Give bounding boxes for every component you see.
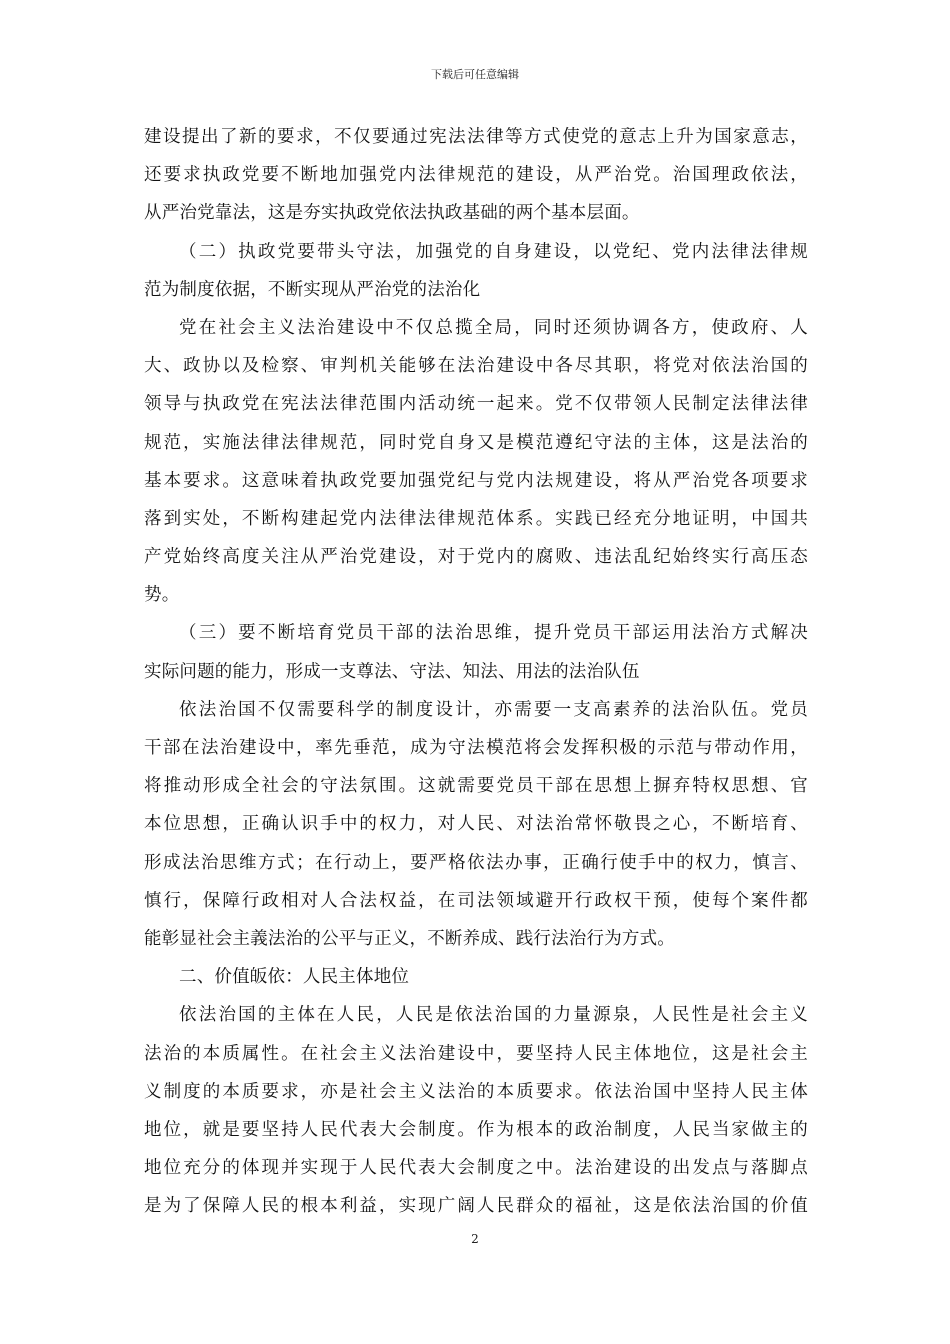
paragraph bbox=[144, 233, 808, 309]
text-line: 义制度的本质要求，亦是社会主义法治的本质要求。依法治国中坚持人民主体 bbox=[144, 1081, 808, 1102]
text-line: （三）要不断培育党员干部的法治思维，提升党员干部运用法治方式解决 bbox=[179, 623, 808, 644]
text-line: 形成法治思维方式；在行动上，要严格依法办事，正确行使手中的权力，慎言、 bbox=[144, 852, 808, 873]
text-line: 党在社会主义法治建设中不仅总揽全局，同时还须协调各方，使政府、人 bbox=[179, 317, 808, 338]
text-line: 将推动形成全社会的守法氛围。这就需要党员干部在思想上摒弃特权思想、官 bbox=[144, 776, 808, 797]
text-line: 是为了保障人民的根本利益，实现广阔人民群众的福祉，这是依法治国的价值 bbox=[144, 1196, 808, 1217]
paragraph bbox=[144, 309, 808, 615]
text-line: 法治的本质属性。在社会主义法治建设中，要坚持人民主体地位，这是社会主 bbox=[144, 1043, 808, 1064]
text-line: 落到实处，不断构建起党内法律法律规范体系。实践已经充分地证明，中国共 bbox=[144, 508, 808, 529]
text-line: 实际问题的能力，形成一支尊法、守法、知法、用法的法治队伍 bbox=[144, 661, 640, 682]
text-line: 基本要求。这意味着执政党要加强党纪与党内法规建设，将从严治党各项要求 bbox=[144, 470, 808, 491]
text-line: 本位思想，正确认识手中的权力，对人民、对法治常怀敬畏之心，不断培育、 bbox=[144, 814, 808, 835]
text-line: 从严治党靠法，这是夯实执政党依法执政基础的两个基本层面。 bbox=[144, 203, 640, 224]
text-line: 规范，实施法律法律规范，同时党自身又是模范遵纪守法的主体，这是法治的 bbox=[144, 432, 808, 453]
text-line: 二、价值皈依：人民主体地位 bbox=[179, 967, 410, 988]
text-line: 干部在法治建设中，率先垂范，成为守法模范将会发挥积极的示范与带动作用， bbox=[144, 738, 808, 758]
text-line: 地位，就是要坚持人民代表大会制度。作为根本的政治制度，人民当家做主的 bbox=[144, 1119, 808, 1140]
paragraph bbox=[144, 996, 808, 1225]
text-line: 依法治国不仅需要科学的制度设计，亦需要一支高素养的法治队伍。党员 bbox=[179, 699, 808, 720]
text-line: 地位充分的体现并实现于人民代表大会制度之中。法治建设的出发点与落脚点 bbox=[144, 1158, 808, 1179]
paragraph bbox=[144, 691, 808, 958]
page-header: 下载后可任意编辑 bbox=[431, 68, 519, 81]
text-line: 还要求执政党要不断地加强党内法律规范的建设，从严治党。治国理政依法， bbox=[144, 165, 808, 186]
paragraph bbox=[144, 614, 808, 690]
text-line: 建设提出了新的要求，不仅要通过宪法法律等方式使党的意志上升为国家意志， bbox=[144, 127, 808, 147]
text-line: （二）执政党要带头守法，加强党的自身建设，以党纪、党内法律法律规 bbox=[179, 241, 808, 262]
text-line: 势。 bbox=[144, 585, 180, 606]
text-line: 依法治国的主体在人民，人民是依法治国的力量源泉，人民性是社会主义 bbox=[179, 1005, 808, 1026]
paragraph bbox=[144, 958, 808, 996]
text-line: 范为制度依据，不断实现从严治党的法治化 bbox=[144, 279, 481, 300]
text-line: 能彰显社会主義法治的公平与正义，不断养成、践行法治行为方式。 bbox=[144, 928, 675, 949]
page-number: 2 bbox=[471, 1232, 479, 1246]
text-line: 领导与执政党在宪法法律范围内活动统一起来。党不仅带领人民制定法律法律 bbox=[144, 394, 808, 415]
text-line: 大、政协以及检察、审判机关能够在法治建设中各尽其职，将党对依法治国的 bbox=[144, 356, 808, 377]
document-body bbox=[144, 118, 808, 1225]
text-line: 产党始终高度关注从严治党建设，对于党内的腐败、违法乱纪始终实行高压态 bbox=[144, 547, 808, 568]
text-line: 慎行，保障行政相对人合法权益，在司法领域避开行政权干预，使每个案件都 bbox=[144, 890, 808, 911]
paragraph bbox=[144, 118, 808, 233]
